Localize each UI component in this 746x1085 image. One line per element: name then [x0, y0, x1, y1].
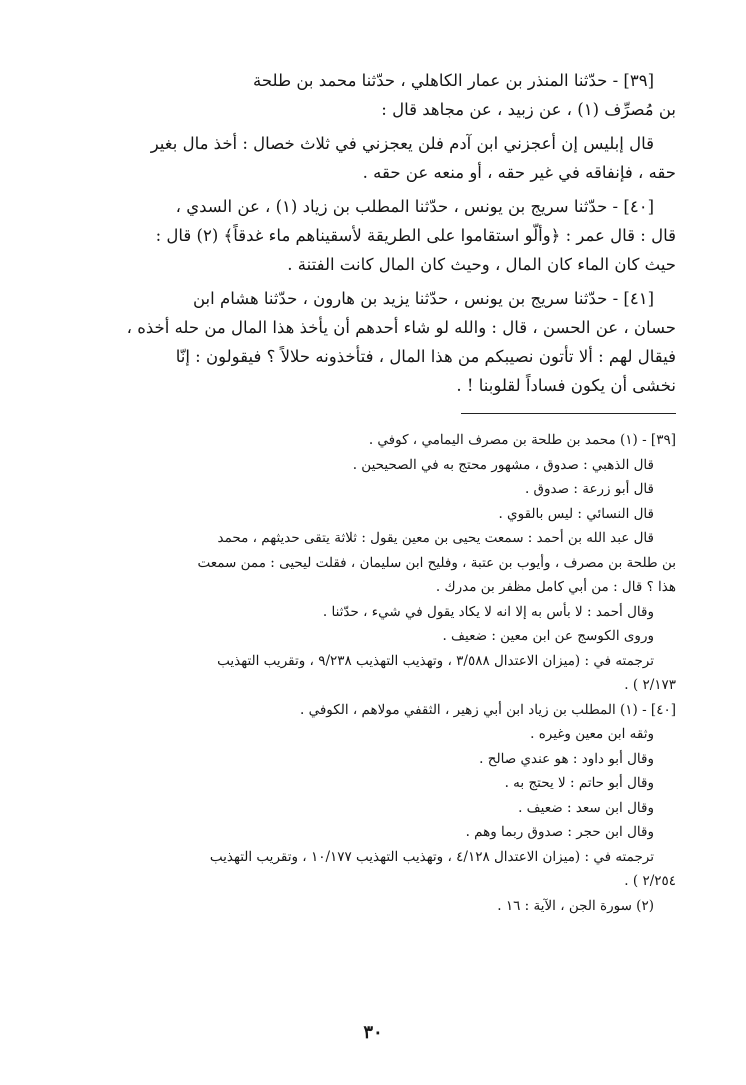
footnote-line: وقال أبو حاتم : لا يحتج به . [504, 775, 654, 791]
footnote-line: وروى الكوسج عن ابن معين : ضعيف . [442, 628, 654, 644]
footnote-line: وثقه ابن معين وغيره . [530, 726, 654, 742]
footnote-line: قال الذهبي : صدوق ، مشهور محتج به في الصحيحين . [352, 456, 654, 473]
footnote-line: [٣٩] - (١) محمد بن طلحة بن مصرف اليمامي ، كوفي . [368, 432, 676, 448]
footnote-line: قال عبد الله بن أحمد : سمعت يحيى بن معين يقول : ثلاثة يتقى حديثهم ، محمد [217, 530, 654, 546]
text-line: حيث كان الماء كان المال ، وحيث كان المال كانت الفتنة . [287, 255, 676, 274]
footnote-line: قال النسائي : ليس بالقوي . [498, 505, 654, 522]
text-line: حسان ، عن الحسن ، قال : والله لو شاء أحدهم أن يأخذ هذا المال من حله أخذه ، [126, 318, 676, 337]
text-line: بن مُصرِّف (١) ، عن زبيد ، عن مجاهد قال : [381, 100, 676, 119]
footnote-line: [٤٠] - (١) المطلب بن زياد ابن أبي زهير ، الثقفي مولاهم ، الكوفي . [300, 701, 676, 718]
footnote-line: ترجمته في : (ميزان الاعتدال ٤/١٢٨ ، وتهذيب التهذيب ١٠/١٧٧ ، وتقريب التهذيب [209, 848, 654, 865]
text-line: [٤٠] - حدّثنا سريج بن يونس ، حدّثنا المطلب بن زياد (١) ، عن السدي ، [175, 197, 654, 216]
paragraph-40 [46, 192, 676, 279]
text-line: حقه ، فإنفاقه في غير حقه ، أو منعه عن حقه . [362, 163, 676, 182]
page-content [46, 66, 676, 918]
text-line: قال إبليس إن أعجزني ابن آدم فلن يعجزني في ثلاث خصال : أخذ مال بغير [150, 134, 654, 153]
footnote-separator [461, 413, 676, 414]
footnote-line: (٢) سورة الجن ، الآية : ١٦ . [497, 897, 654, 914]
footnote-line: ٢/١٧٣ ) . [624, 677, 676, 693]
text-line: [٤١] - حدّثنا سريج بن يونس ، حدّثنا يزيد بن هارون ، حدّثنا هشام ابن [193, 289, 654, 308]
footnote-line: بن طلحة بن مصرف ، وأيوب بن عتبة ، وفليح ابن سليمان ، فقلت ليحيى : ممن سمعت [197, 554, 676, 571]
text-line: [٣٩] - حدّثنا المنذر بن عمار الكاهلي ، حدّثنا محمد بن طلحة [252, 71, 654, 90]
footnote-line: وقال أحمد : لا بأس به إلا انه لا يكاد يقول في شيء ، حدّثنا . [322, 603, 654, 620]
footnote-line: هذا ؟ قال : من أبي كامل مظفر بن مدرك . [435, 579, 676, 595]
text-line: نخشى أن يكون فساداً لقلوبنا ! . [456, 376, 676, 395]
paragraph-39-quote [46, 129, 676, 187]
footnote-line: وقال ابن حجر : صدوق ربما وهم . [465, 824, 654, 840]
page-number: ٣٠ [363, 1022, 383, 1043]
footnote-line: ٢/٢٥٤ ) . [624, 873, 676, 889]
footnotes [46, 428, 676, 918]
text-line: فيقال لهم : ألا تأتون نصيبكم من هذا المال ، فتأخذونه حلالاً ؟ فيقولون : إنّا [175, 347, 676, 366]
paragraph-41 [46, 284, 676, 400]
footnote-line: وقال أبو داود : هو عندي صالح . [479, 750, 654, 767]
footnote-line: ترجمته في : (ميزان الاعتدال ٣/٥٨٨ ، وتهذيب التهذيب ٩/٢٣٨ ، وتقريب التهذيب [217, 652, 654, 669]
paragraph-39 [46, 66, 676, 124]
footnote-separator-wrap [46, 405, 676, 420]
footnote-line: وقال ابن سعد : ضعيف . [518, 799, 654, 816]
text-line: قال : قال عمر : ﴿وألّو استقاموا على الطريقة لأسقيناهم ماء غدقاً﴾ (٢) قال : [155, 226, 676, 245]
footnote-line: قال أبو زرعة : صدوق . [524, 481, 654, 497]
